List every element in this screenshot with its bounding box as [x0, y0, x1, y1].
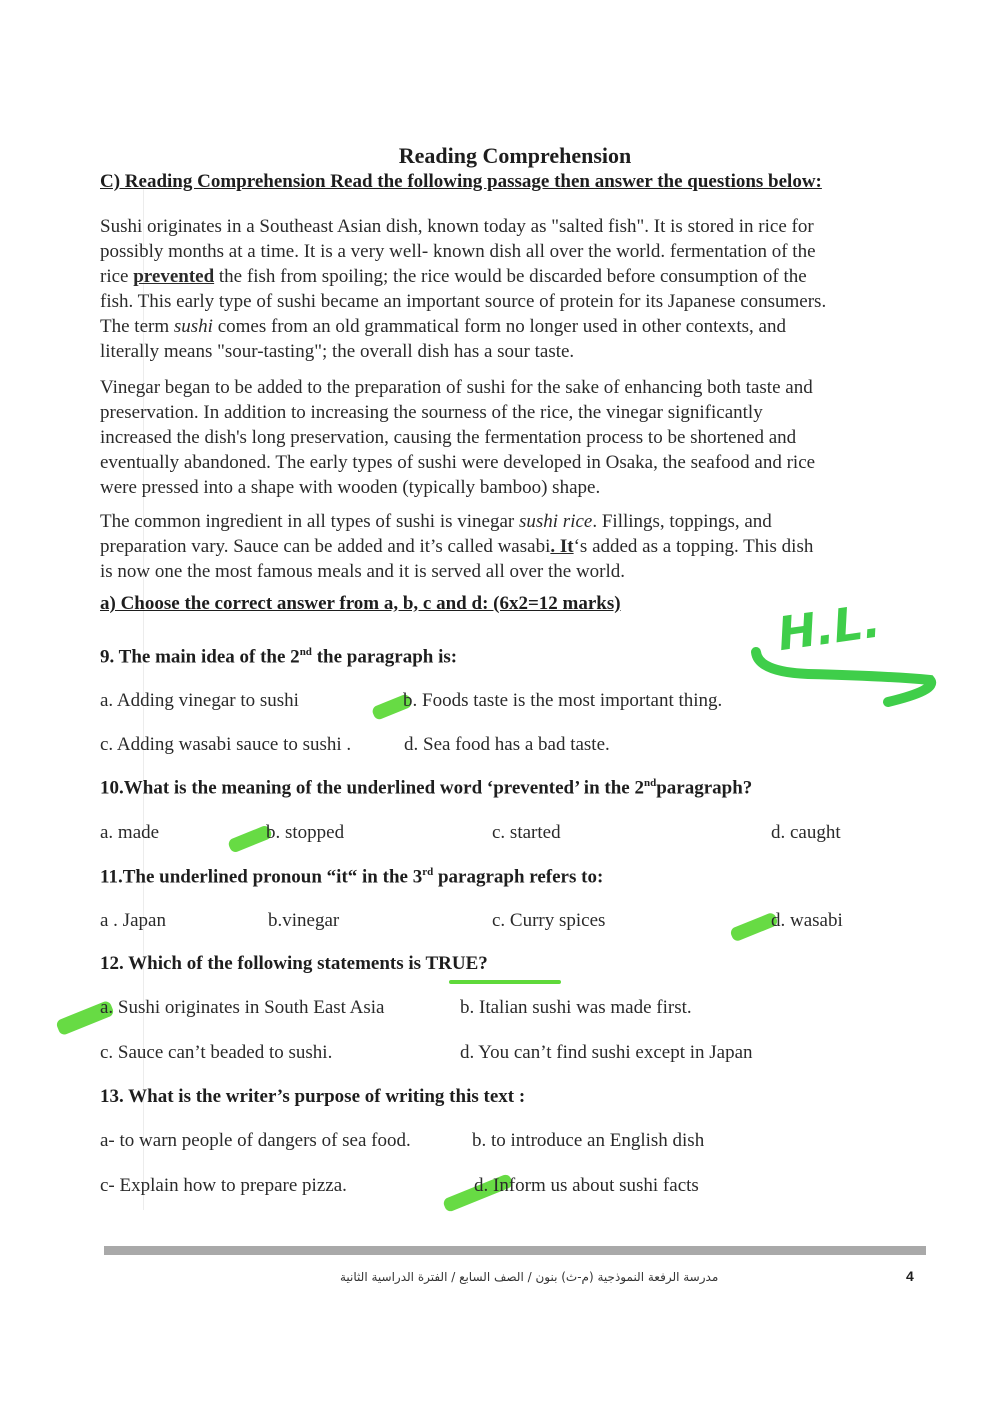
- passage-line: Vinegar began to be added to the preparation of sushi for the sake of enhancing both taste and: [100, 377, 813, 398]
- handwritten-annotation: [748, 590, 938, 715]
- paragraph-1: [100, 214, 935, 364]
- passage-line: rice prevented the fish from spoiling; the rice would be discarded before consumption of the: [100, 266, 807, 287]
- passage-line: The term sushi comes from an old grammatical form no longer used in other contexts, and: [100, 316, 786, 337]
- question-9: 9. The main idea of the 2nd the paragraph is:: [100, 646, 458, 668]
- underline-mark: [449, 980, 561, 984]
- q13-option-d[interactable]: d. Inform us about sushi facts: [474, 1175, 699, 1196]
- passage-line: possibly months at a time. It is a very well- known dish all over the world. fermentation of the: [100, 241, 816, 262]
- q11-option-b[interactable]: b.vinegar: [268, 910, 340, 931]
- q9-option-a[interactable]: a. Adding vinegar to sushi: [100, 690, 299, 711]
- page-title: Reading Comprehension: [398, 143, 632, 168]
- passage-line: eventually abandoned. The early types of sushi were developed in Osaka, the seafood and rice: [100, 452, 816, 473]
- passage-line: were pressed into a shape with wooden (typically bamboo) shape.: [100, 477, 601, 498]
- passage-line: literally means "sour-tasting"; the overall dish has a sour taste.: [100, 341, 575, 362]
- question-11: 11.The underlined pronoun “it“ in the 3rd paragraph refers to:: [100, 866, 604, 888]
- underlined-pronoun-it: . It: [550, 536, 574, 557]
- q13-option-a[interactable]: a- to warn people of dangers of sea food.: [100, 1130, 411, 1151]
- page-number: 4: [906, 1268, 914, 1284]
- passage-line: is now one the most famous meals and it is served all over the world.: [100, 561, 626, 582]
- annotation-text: H.L.: [774, 593, 884, 662]
- q10-option-b[interactable]: b. stopped: [266, 822, 345, 843]
- passage-line: preparation vary. Sauce can be added and it’s called wasabi. It‘s added as a topping. This dish: [100, 536, 814, 557]
- passage-line: Sushi originates in a Southeast Asian dish, known today as "salted fish". It is stored in rice for: [100, 216, 814, 237]
- underlined-word-prevented: prevented: [133, 266, 215, 287]
- q12-option-d[interactable]: d. You can’t find sushi except in Japan: [460, 1042, 753, 1063]
- instructions-heading: C) Reading Comprehension Read the following passage then answer the questions below:: [100, 171, 822, 192]
- q11-option-d[interactable]: d. wasabi: [771, 910, 843, 931]
- q12-option-a[interactable]: a. Sushi originates in South East Asia: [100, 997, 385, 1018]
- question-12: 12. Which of the following statements is TRUE?: [100, 953, 488, 974]
- q13-option-b[interactable]: b. to introduce an English dish: [472, 1130, 705, 1151]
- q12-option-b[interactable]: b. Italian sushi was made first.: [460, 997, 692, 1018]
- q9-option-d[interactable]: d. Sea food has a bad taste.: [404, 734, 610, 755]
- italic-sushi-rice: sushi rice: [518, 511, 593, 532]
- footer-school-text: مدرسة الرفعة النموذجية (م-ث) بنون / الصف السابع / الفترة الدراسية الثانية: [340, 1270, 719, 1284]
- question-10: 10.What is the meaning of the underlined word ‘prevented’ in the 2ndparagraph?: [100, 777, 753, 799]
- q9-option-b[interactable]: b. Foods taste is the most important thing.: [403, 690, 723, 711]
- q13-option-c[interactable]: c- Explain how to prepare pizza.: [100, 1175, 347, 1196]
- q10-option-d[interactable]: d. caught: [771, 822, 841, 843]
- q11-option-c[interactable]: c. Curry spices: [492, 910, 606, 931]
- paragraph-2: [100, 375, 935, 500]
- q9-option-c[interactable]: c. Adding wasabi sauce to sushi .: [100, 734, 352, 755]
- q12-option-c[interactable]: c. Sauce can’t beaded to sushi.: [100, 1042, 333, 1063]
- q11-option-a[interactable]: a . Japan: [100, 910, 166, 931]
- q10-option-c[interactable]: c. started: [492, 822, 561, 843]
- passage-line: increased the dish's long preservation, causing the fermentation process to be shortened and: [100, 427, 797, 448]
- q10-option-a[interactable]: a. made: [100, 822, 160, 843]
- passage-line: preservation. In addition to increasing the sourness of the rice, the vinegar significantly: [100, 402, 763, 423]
- italic-word-sushi: sushi: [173, 316, 213, 337]
- paragraph-3: [100, 509, 935, 584]
- footer-divider: [104, 1246, 926, 1255]
- passage-line: fish. This early type of sushi became an important source of protein for its Japanese consumers.: [100, 291, 827, 312]
- passage-line: The common ingredient in all types of sushi is vinegar sushi rice. Fillings, toppings, and: [100, 511, 772, 532]
- section-heading: a) Choose the correct answer from a, b, c and d: (6x2=12 marks): [100, 593, 621, 614]
- question-13: 13. What is the writer’s purpose of writing this text :: [100, 1086, 526, 1107]
